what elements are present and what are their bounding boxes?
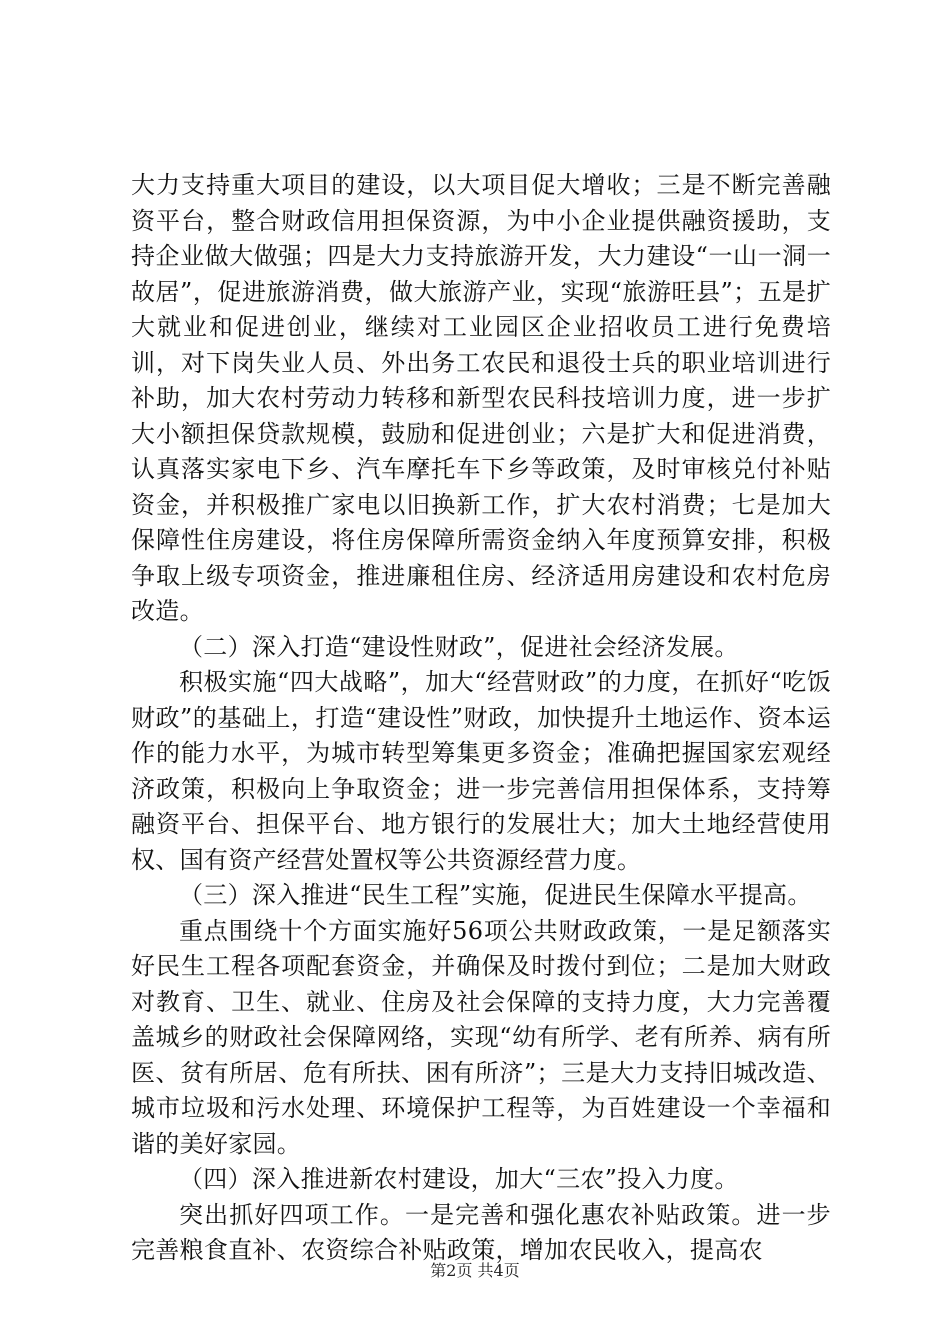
heading-section-three: （三）深入推进“民生工程”实施，促进民生保障水平提高。 bbox=[179, 881, 812, 909]
paragraph-public-policies: 重点围绕十个方面实施好56项公共财政政策，一是足额落实好民生工程各项配套资金，并确保及时拨付到位；二是加大财政对教育、卫生、就业、住房及社会保障的支持力度，大力完善覆盖城乡的财政社会保障网络，实现“幼有所学、老有所养、病有所医、贫有所居、危有所扶、困有所济”；三是大力支持旧城改造、城市垃圾和污水处理、环境保护工程等，为百姓建设一个幸福和谐的美好家园。 bbox=[131, 916, 831, 1158]
paragraph-project-support: 大力支持重大项目的建设，以大项目促大增收；三是不断完善融资平台，整合财政信用担保资源，为中小企业提供融资援助，支持企业做大做强；四是大力支持旅游开发，大力建设“一山一洞一故居”，促进旅游消费，做大旅游产业，实现“旅游旺县”；五是扩大就业和促进创业，继续对工业园区企业招收员工进行免费培训，对下岗失业人员、外出务工农民和退役士兵的职业培训进行补助，加大农村劳动力转移和新型农民科技培训力度，进一步扩大小额担保贷款规模，鼓励和促进创业；六是扩大和促进消费，认真落实家电下乡、汽车摩托车下乡等政策，及时审核兑付补贴资金，并积极推广家电以旧换新工作，扩大农村消费；七是加大保障性住房建设，将住房保障所需资金纳入年度预算安排，积极争取上级专项资金，推进廉租住房、经济适用房建设和农村危房改造。 bbox=[131, 171, 831, 625]
heading-section-two: （二）深入打造“建设性财政”，促进社会经济发展。 bbox=[179, 632, 739, 661]
document-body bbox=[131, 168, 831, 1269]
paragraph-constructive-finance: 积极实施“四大战略”，加大“经营财政”的力度，在抓好“吃饭财政”的基础上，打造“建设性”财政，加快提升土地运作、资本运作的能力水平，为城市转型筹集更多资金；准确把握国家宏观经济政策，积极向上争取资金；进一步完善信用担保体系，支持筹融资平台、担保平台、地方银行的发展壮大；加大土地经营使用权、国有资产经营处置权等公共资源经营力度。 bbox=[131, 668, 831, 874]
heading-section-four: （四）深入推进新农村建设，加大“三农”投入力度。 bbox=[179, 1165, 739, 1193]
page-number-footer: 第2页 共4页 bbox=[430, 1261, 520, 1280]
paragraph-rural-work: 突出抓好四项工作。一是完善和强化惠农补贴政策。进一步完善粮食直补、农资综合补贴政策，增加农民收入，提高农 bbox=[131, 1200, 831, 1264]
